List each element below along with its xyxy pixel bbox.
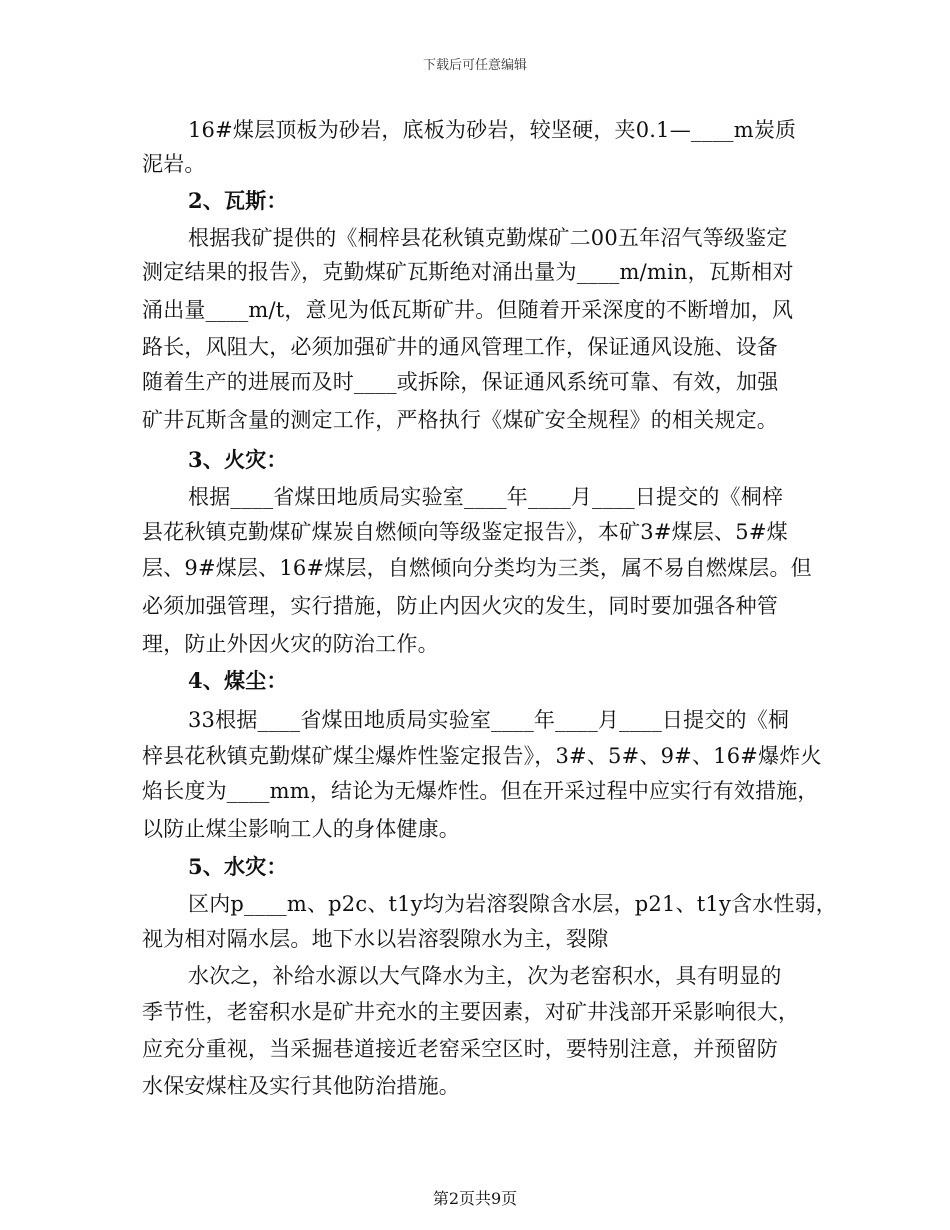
section-heading-coal-dust: 4、煤尘： [188,668,288,693]
text-line: 涌出量____m/t，意见为低瓦斯矿井。但随着开采深度的不断增加，风 [142,298,794,322]
text-line: 梓县花秋镇克勤煤矿煤尘爆炸性鉴定报告》，3#、5#、9#、16#爆炸火 [142,744,822,768]
text-line: 理，防止外因火灾的防治工作。 [142,632,439,656]
text-line: 季节性，老窑积水是矿井充水的主要因素，对矿井浅部开采影响很大， [142,1000,800,1024]
text-line: 视为相对隔水层。地下水以岩溶裂隙水为主，裂隙 [142,927,609,951]
section-heading-gas: 2、瓦斯： [188,188,288,213]
text-line: 16#煤层顶板为砂岩，底板为砂岩，较坚硬，夹0.1—____m炭质 [188,118,797,142]
text-line: 层、9#煤层、16#煤层，自燃倾向分类均为三类，属不易自燃煤层。但 [142,556,812,580]
text-line: 焰长度为____mm，结论为无爆炸性。但在开采过程中应实行有效措施， [142,779,819,803]
text-line: 根据____省煤田地质局实验室____年____月____日提交的《桐梓 [188,485,784,509]
text-line: 县花秋镇克勤煤矿煤炭自燃倾向等级鉴定报告》，本矿3#煤层、5#煤 [142,520,788,544]
section-heading-fire: 3、火灾： [188,447,288,472]
page-footer: 第2页共9页 [432,1189,518,1208]
text-line: 路长，风阻大，必须加强矿井的通风管理工作，保证通风设施、设备 [142,335,778,359]
text-line: 矿井瓦斯含量的测定工作，严格执行《煤矿安全规程》的相关规定。 [142,408,778,432]
text-line: 根据我矿提供的《桐梓县花秋镇克勤煤矿二00五年沼气等级鉴定 [188,226,788,250]
text-line: 区内p____m、p2c、t1y均为岩溶裂隙含水层，p21、t1y含水性弱， [188,892,838,916]
text-line: 测定结果的报告》，克勤煤矿瓦斯绝对涌出量为____m/min，瓦斯相对 [142,260,794,284]
text-line: 随着生产的进展而及时____或拆除，保证通风系统可靠、有效，加强 [142,370,779,394]
page-header: 下载后可任意编辑 [422,58,527,73]
text-line: 以防止煤尘影响工人的身体健康。 [142,817,460,841]
text-line: 泥岩。 [142,152,206,176]
text-line: 水次之，补给水源以大气降水为主，次为老窑积水，具有明显的 [188,964,782,988]
text-line: 必须加强管理，实行措施，防止内因火灾的发生，同时要加强各种管 [142,594,778,618]
text-line: 应充分重视，当采掘巷道接近老窑采空区时，要特别注意，并预留防 [142,1037,778,1061]
text-line: 33根据____省煤田地质局实验室____年____月____日提交的《桐 [188,708,790,732]
text-line: 水保安煤柱及实行其他防治措施。 [142,1074,460,1098]
section-heading-flood: 5、水灾： [188,854,288,879]
